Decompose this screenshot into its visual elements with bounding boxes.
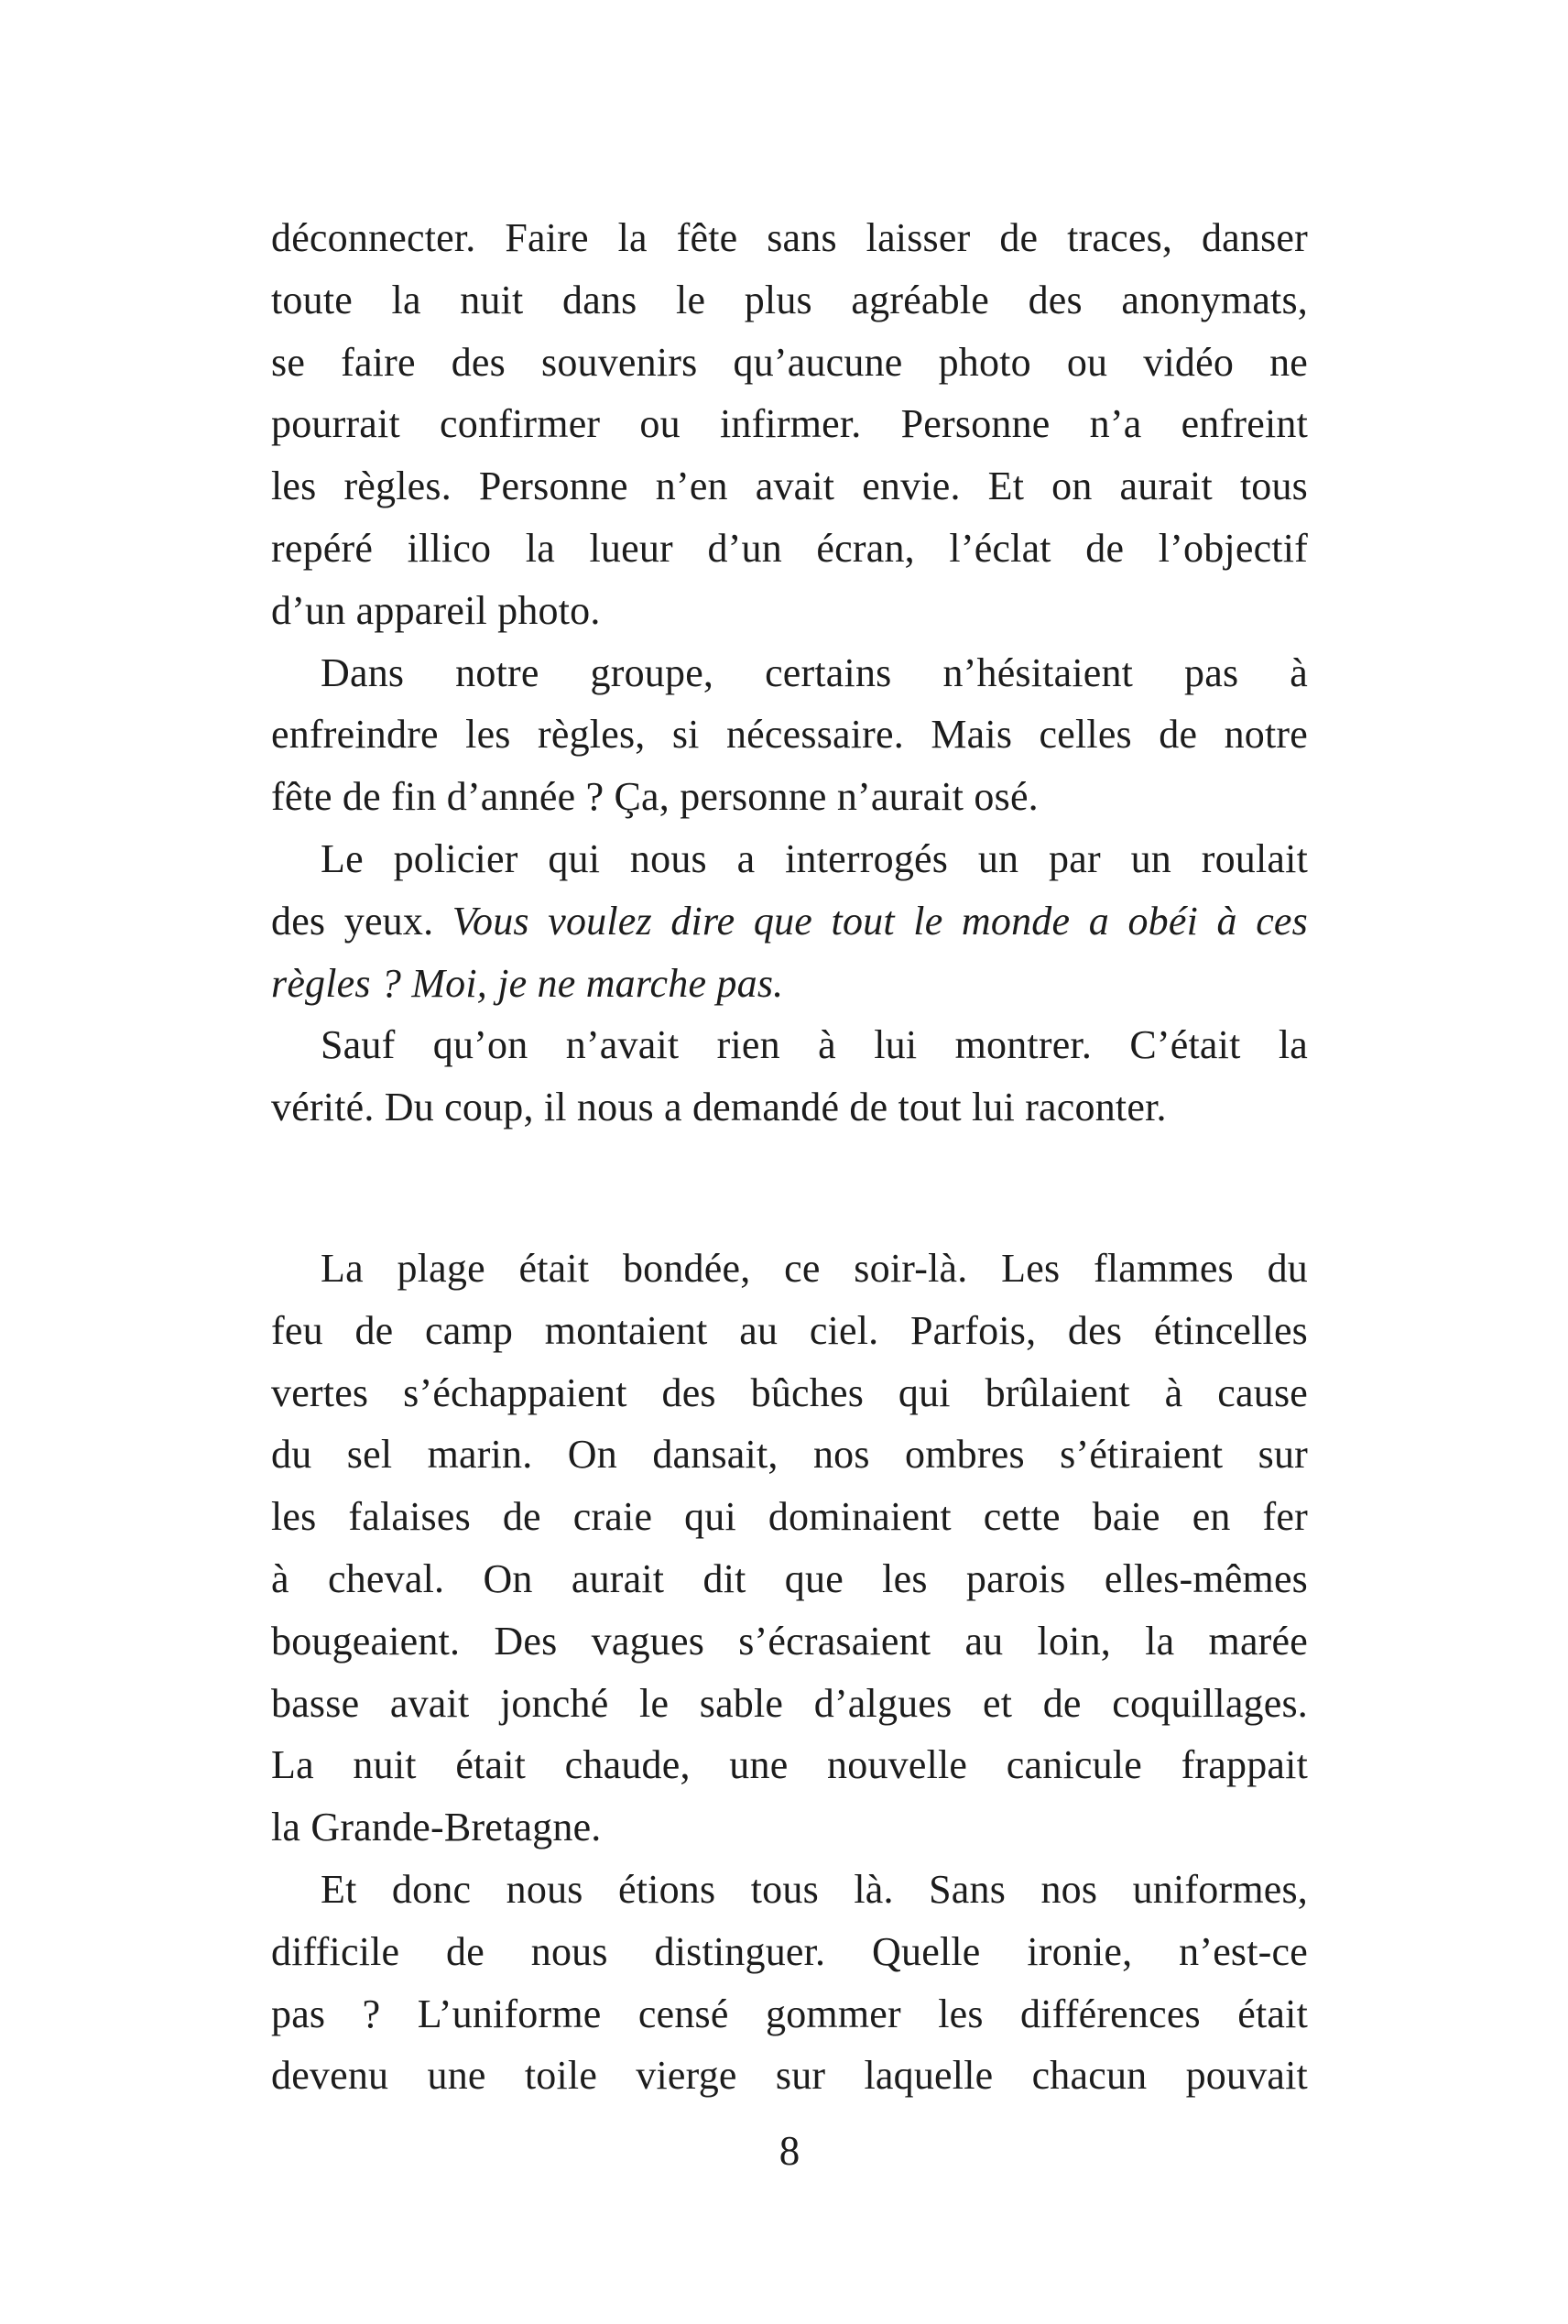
text-line: Et donc nous étions tous là. Sans nos uniformes, [321,1866,1308,1912]
text-line: pourrait confirmer ou infirmer. Personne n’a enfreint [271,401,1308,447]
text-line [271,953,1308,1015]
text-line: La nuit était chaude, une nouvelle canicule frappait [271,1742,1308,1788]
text-line: pas ? L’uniforme censé gommer les différences était [271,1991,1308,2036]
text-line: difficile de nous distinguer. Quelle ironie, n’est-ce [271,1928,1308,1974]
text-line: Sauf qu’on n’avait rien à lui montrer. C’était la [321,1022,1308,1068]
text-line: vertes s’échappaient des bûches qui brûlaient à cause [271,1369,1308,1415]
text-line: vérité. Du coup, il nous a demandé de tout lui raconter. [271,1085,1167,1130]
text-block [271,207,1308,2107]
section-break [271,1139,1308,1238]
text-line: basse avait jonché le sable d’algues et de coquillages. [271,1680,1308,1726]
text-line: se faire des souvenirs qu’aucune photo ou vidéo ne [271,339,1308,385]
text-line: la Grande-Bretagne. [271,1805,602,1850]
italic-text-segment: Vous voulez dire que tout le monde a obéi à ces [452,898,1308,944]
page-number: 8 [779,2128,800,2174]
text-line: bougeaient. Des vagues s’écrasaient au loin, la marée [271,1618,1308,1664]
text-line: d’un appareil photo. [271,587,601,633]
text-line [271,890,1308,953]
text-line: les falaises de craie qui dominaient cette baie en fer [271,1494,1308,1540]
text-line: feu de camp montaient au ciel. Parfois, des étincelles [271,1307,1308,1353]
text-line: devenu une toile vierge sur laquelle chacun pouvait [271,2053,1308,2099]
text-line: La plage était bondée, ce soir-là. Les flammes du [321,1245,1308,1291]
text-line: enfreindre les règles, si nécessaire. Mais celles de notre [271,712,1308,758]
text-line: Le policier qui nous a interrogés un par un roulait [321,835,1308,881]
text-segment: des yeux. [271,898,452,944]
text-line: fête de fin d’année ? Ça, personne n’aurait osé. [271,774,1039,820]
text-line: à cheval. On aurait dit que les parois elles-mêmes [271,1555,1308,1601]
text-line: repéré illico la lueur d’un écran, l’éclat de l’objectif [271,525,1308,571]
text-line: du sel marin. On dansait, nos ombres s’étiraient sur [271,1432,1308,1478]
text-line: Dans notre groupe, certains n’hésitaient pas à [321,649,1308,695]
text-line: les règles. Personne n’en avait envie. Et on aurait tous [271,464,1308,509]
text-line: déconnecter. Faire la fête sans laisser de traces, danser [271,215,1308,260]
text-line: toute la nuit dans le plus agréable des anonymats, [271,277,1308,322]
italic-text-segment: règles ? Moi, je ne marche pas. [271,960,784,1006]
